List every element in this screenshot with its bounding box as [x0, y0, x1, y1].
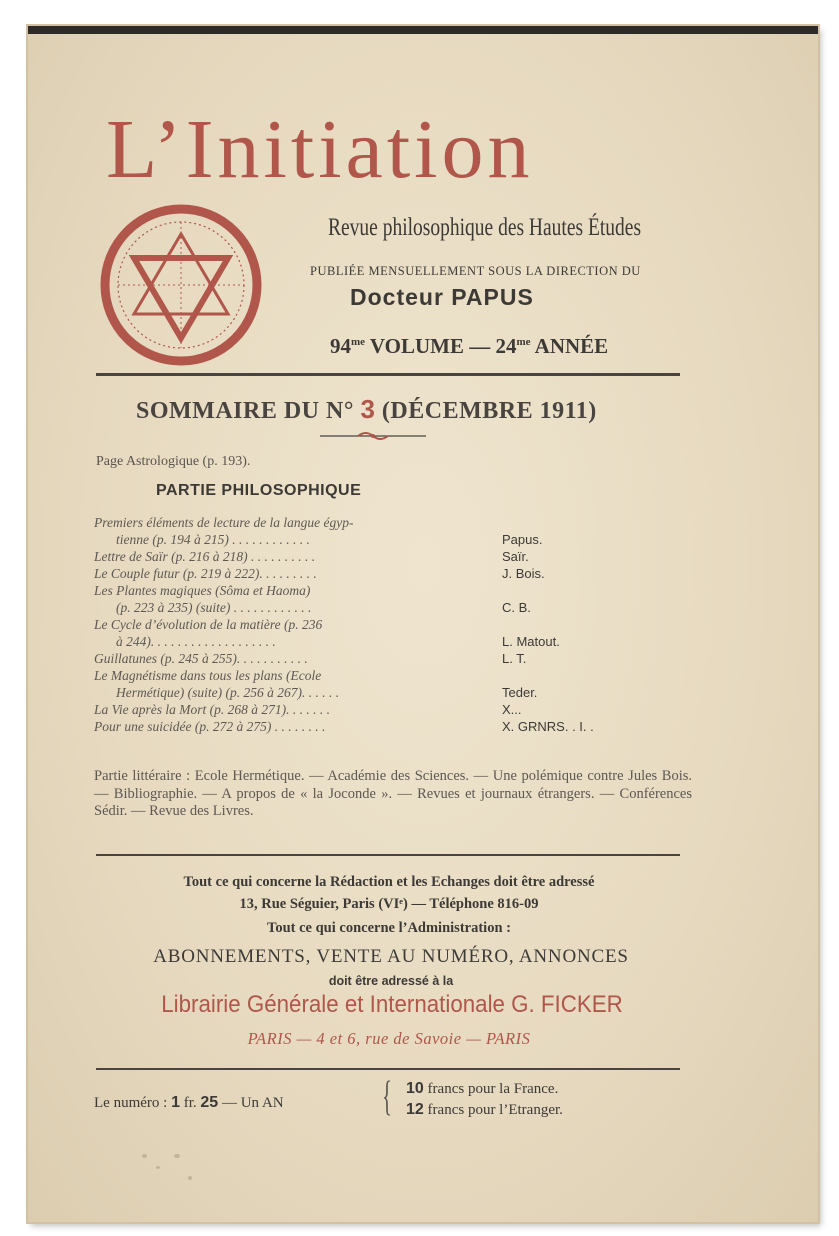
publisher-name: Librairie Générale et Internationale G. FICKER	[161, 991, 623, 1018]
brace-icon: {	[382, 1074, 393, 1120]
volume-word: VOLUME —	[369, 334, 491, 358]
administration-note: Tout ce qui concerne l’Administration :	[267, 920, 511, 936]
issue-date: (DÉCEMBRE 1911)	[381, 398, 597, 424]
toc-entry	[94, 616, 694, 650]
toc-entry-title: Le Magnétisme dans tous les plans (Ecole	[94, 668, 322, 683]
publisher-address: PARIS — 4 et 6, rue de Savoie — PARIS	[247, 1029, 531, 1048]
director-name: Docteur PAPUS	[350, 284, 534, 310]
toc-entry	[94, 565, 694, 582]
toc-entry-author: Papus.	[502, 532, 543, 547]
numero-francs: 1	[171, 1094, 180, 1111]
annee-word: ANNÉE	[534, 334, 609, 358]
price-block	[94, 1076, 694, 1126]
toc-entry	[94, 667, 694, 701]
toc-entry-author: L. Matout.	[502, 634, 560, 649]
etranger-price-text: francs pour l’Etranger.	[427, 1102, 563, 1118]
volume-suffix: me	[351, 336, 366, 348]
hexagram-emblem-icon	[98, 202, 264, 368]
france-price-text: francs pour la France.	[427, 1081, 559, 1097]
redaction-address: 13, Rue Séguier, Paris (VIᵉ) — Téléphone 816-09	[239, 896, 539, 912]
publication-note: PUBLIÉE MENSUELLEMENT SOUS LA DIRECTION DU	[310, 264, 641, 278]
divider-bottom	[96, 1068, 680, 1070]
abonnements-line: ABONNEMENTS, VENTE AU NUMÉRO, ANNONCES	[153, 946, 629, 967]
etranger-price-number: 12	[406, 1101, 424, 1118]
toc-entry	[94, 718, 694, 735]
toc-entry-author: X...	[502, 702, 522, 717]
toc-entry-title: Guillatunes (p. 245 à 255). . . . . . . . . . .	[94, 651, 308, 666]
toc-entry-title-cont: (p. 223 à 235) (suite) . . . . . . . . . . . .	[116, 600, 312, 615]
divider-middle	[96, 854, 680, 856]
issue-number: 3	[360, 394, 376, 424]
toc-entry	[94, 514, 694, 548]
toc-entry-title: Premiers éléments de lecture de la langue égyp-	[94, 515, 354, 530]
page-astrologique: Page Astrologique (p. 193).	[96, 454, 251, 469]
sommaire-prefix: SOMMAIRE DU N°	[136, 398, 354, 424]
sommaire-heading	[136, 394, 597, 425]
volume-line	[330, 334, 608, 359]
journal-cover	[28, 26, 818, 1222]
toc-entry	[94, 548, 694, 565]
toc-entry-title-cont: à 244). . . . . . . . . . . . . . . . . . .	[116, 634, 276, 649]
toc-entry-author: Saïr.	[502, 549, 529, 564]
toc-entry-author: Teder.	[502, 685, 538, 700]
doit-etre-adresse: doit être adressé à la	[328, 974, 454, 988]
toc-entry-title-cont: tienne (p. 194 à 215) . . . . . . . . . . . .	[116, 532, 310, 547]
numero-centimes: 25	[200, 1094, 219, 1111]
annee-number: 24	[495, 334, 517, 358]
toc-entry-title: Le Couple futur (p. 219 à 222). . . . . . . . .	[94, 566, 317, 581]
toc-entry-title: Lettre de Saïr (p. 216 à 218) . . . . . . . . . .	[94, 549, 316, 564]
ornament-divider-icon	[318, 430, 428, 442]
toc-entry-title: La Vie après la Mort (p. 268 à 271). . . . . . .	[94, 702, 330, 717]
price-single-issue	[94, 1094, 284, 1112]
un-an-label: — Un AN	[221, 1095, 284, 1111]
price-etranger	[406, 1101, 563, 1119]
toc-entry-title: Le Cycle d’évolution de la matière (p. 236	[94, 617, 323, 632]
france-price-number: 10	[406, 1080, 424, 1097]
toc-entry-author: L. T.	[502, 651, 527, 666]
toc-entry-author: J. Bois.	[502, 566, 545, 581]
table-of-contents	[94, 514, 694, 735]
toc-entry-author: C. B.	[502, 600, 531, 615]
partie-litteraire: Partie littéraire : Ecole Hermétique. — Académie des Sciences. — Une polémique contre Jules Bois. — Bibliographie. — A propos de « la Joconde ». — Revues et journaux étrangers. — Conférences Sédir. — Revue des Livres.	[94, 768, 692, 819]
paper-stain	[156, 1166, 160, 1169]
volume-number: 94	[330, 334, 351, 358]
annee-suffix: me	[516, 336, 531, 348]
paper-stain	[174, 1154, 180, 1158]
numero-francs-unit: fr.	[183, 1095, 197, 1111]
toc-entry-title: Pour une suicidée (p. 272 à 275) . . . . . . . .	[94, 719, 326, 734]
toc-entry-title: Les Plantes magiques (Sôma et Haoma)	[94, 583, 311, 598]
toc-entry-title-cont: Hermétique) (suite) (p. 256 à 267). . . . . .	[116, 685, 340, 700]
redaction-note: Tout ce qui concerne la Rédaction et les Echanges doit être adressé	[183, 874, 595, 890]
journal-title: L’Initiation	[106, 103, 534, 196]
numero-label: Le numéro :	[94, 1095, 168, 1111]
toc-entry	[94, 701, 694, 718]
toc-entry	[94, 582, 694, 616]
partie-philosophique-heading: PARTIE PHILOSOPHIQUE	[156, 482, 362, 499]
price-france	[406, 1080, 558, 1098]
journal-subtitle: Revue philosophique des Hautes Études	[328, 214, 642, 241]
paper-stain	[188, 1176, 192, 1180]
toc-entry	[94, 650, 694, 667]
divider-top	[96, 373, 680, 376]
toc-entry-author: X. GRNRS. . I. .	[502, 719, 594, 734]
paper-stain	[142, 1154, 147, 1158]
